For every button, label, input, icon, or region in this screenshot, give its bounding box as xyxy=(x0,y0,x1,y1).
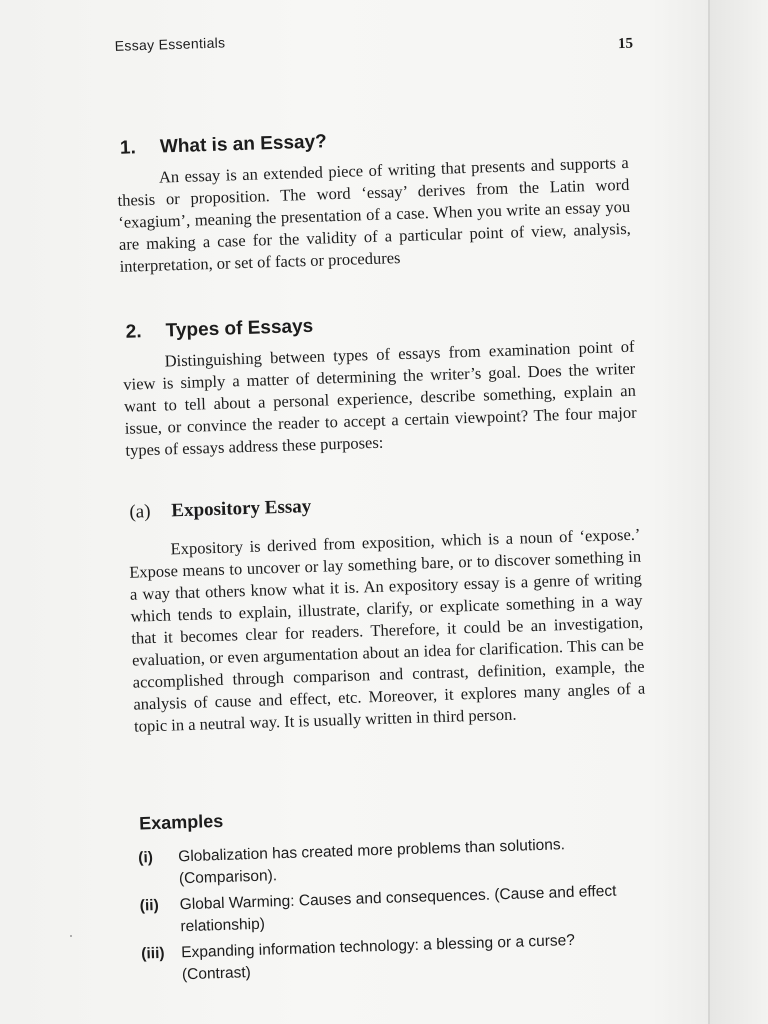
subsection-heading-expository xyxy=(129,496,311,524)
section2-paragraph: Distinguishing between types of essays from examination point of view is simply a matter of determining the writer’s goal. Does the writer want to tell about a personal experience, describe something, explain an issue, or convince the reader to accept a certain viewpoint? The four major types of essays address these purposes: xyxy=(123,336,637,460)
section-heading-types-of-essays xyxy=(125,316,313,344)
examples-heading: Examples xyxy=(138,810,224,834)
page-number: 15 xyxy=(617,35,634,53)
section-title: What is an Essay? xyxy=(159,131,328,158)
subsection-title: Expository Essay xyxy=(171,495,312,522)
page-gutter xyxy=(710,0,768,1024)
section-title: Types of Essays xyxy=(165,315,314,342)
margin-speck xyxy=(70,935,72,937)
example-text: Globalization has created more problems than solutions. (Comparison). xyxy=(177,836,566,888)
subsection-marker: (a) xyxy=(129,501,151,523)
example-number: (i) xyxy=(138,849,154,867)
expository-paragraph: Expository is derived from exposition, which is a noun of ‘expose.’ Expose means to uncover or lay something bare, or to discover something in a way that others know what it is. An expository essay is a genre of writing which tends to explain, illustrate, clarify, or explicate something in a way that it becomes clear for readers. Therefore, it could be an investigation, evaluation, or even argumentation about an idea for clarification. This can be accomplished through comparison and contrast, definition, example, the analysis of cause and effect, etc. Moreover, it explores many angles of a topic in a neutral way. It is usually written in third person. xyxy=(128,524,646,736)
example-text: Expanding information technology: a blessing or a curse? (Contrast) xyxy=(181,931,576,984)
page-content xyxy=(112,6,646,984)
page-edge-line xyxy=(708,0,710,1024)
example-text: Global Warming: Causes and consequences. (Cause and effect relationship) xyxy=(179,882,617,936)
example-number: (ii) xyxy=(139,896,159,915)
section-number: 1. xyxy=(119,137,137,159)
section-heading-what-is-essay xyxy=(120,131,327,159)
example-number: (iii) xyxy=(141,944,165,963)
section-number: 2. xyxy=(125,321,142,343)
section1-paragraph: An essay is an extended piece of writing that presents and supports a thesis or proposition. The word ‘essay’ derives from the Latin word ‘exagium’, meaning the presentation of a case. When you write an essay you are making a case for the validity of a particular point of view, analysis, interpretation, or set of facts or procedures xyxy=(117,152,632,276)
running-header: Essay Essentials xyxy=(114,34,226,54)
